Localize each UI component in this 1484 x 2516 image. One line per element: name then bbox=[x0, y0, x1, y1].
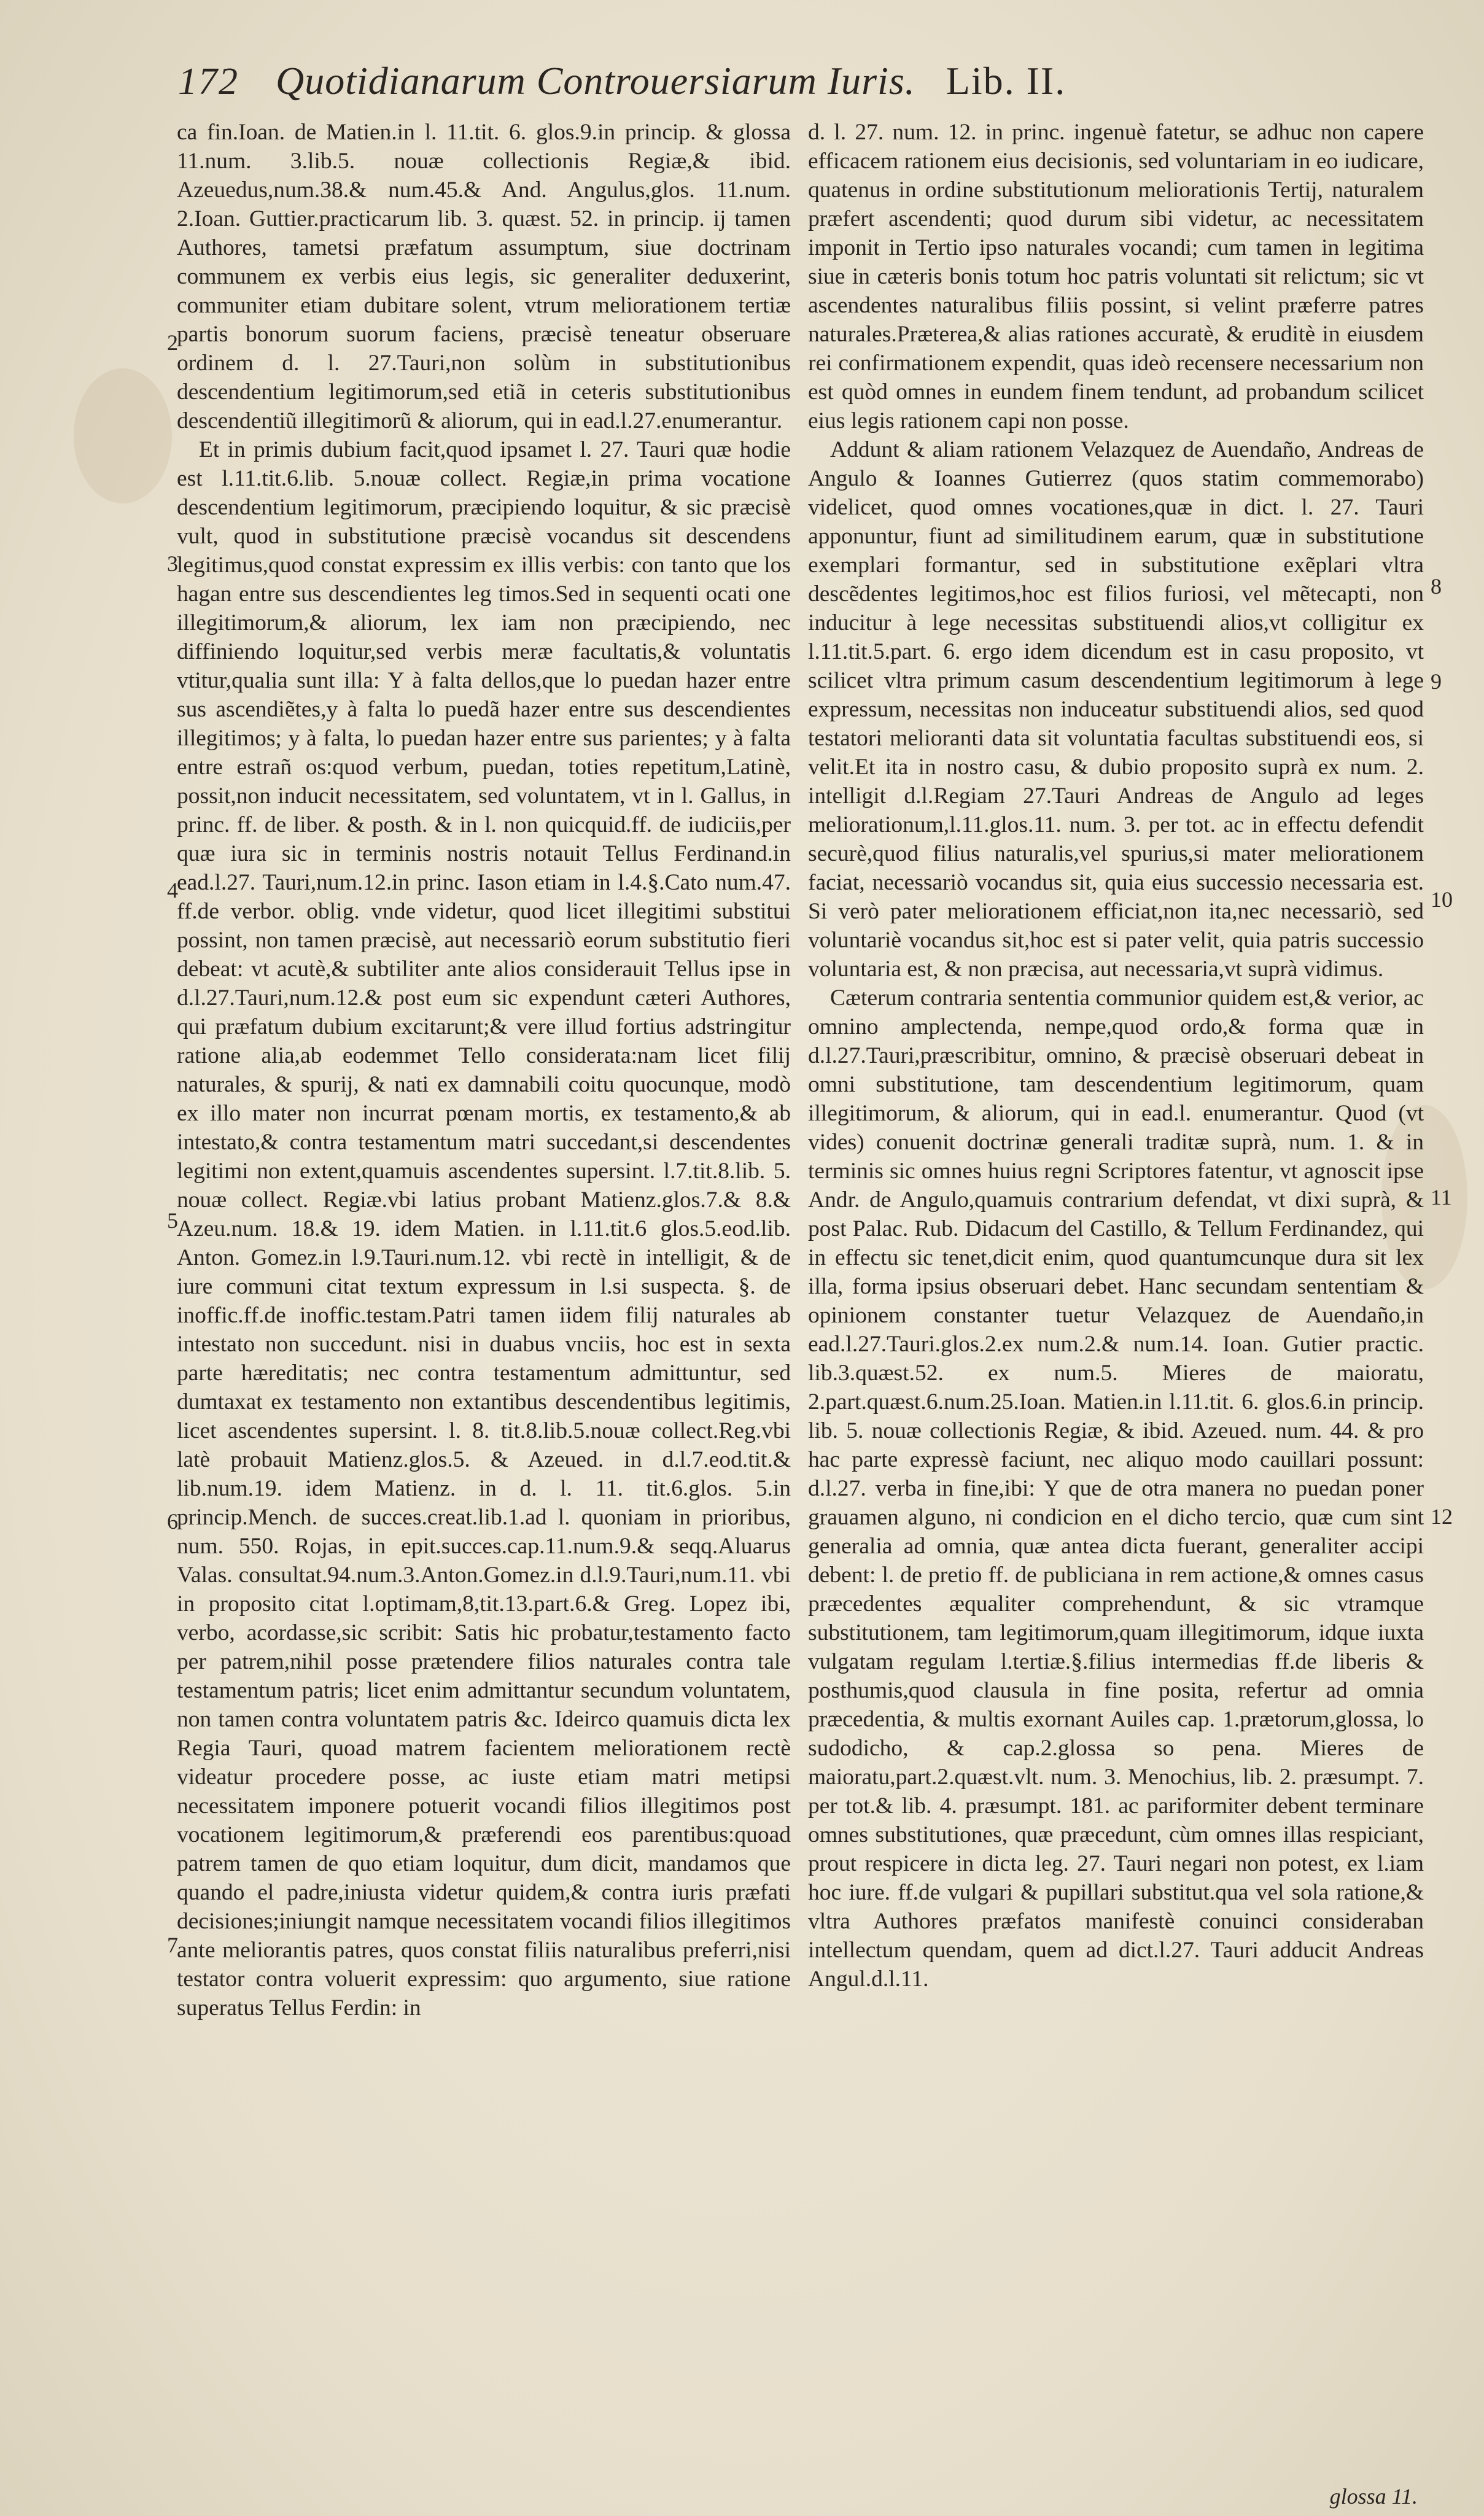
paragraph: d. l. 27. num. 12. in princ. ingenuè fatetur, se adhuc non capere efficacem rationem eius decisionis, sed voluntariam in eo iudicare, quatenus in ordine substitutionum meliorationis Tertij, naturalem præfert ascendenti; quod durum sibi videtur, ac necessitatem imponit in Tertio ipso naturales vocandi; cum tamen in legitima siue in cæteris bonis totum hoc patris voluntati sit relictum; sic vt ascendentes naturalibus filiis possint, si velint præferre patres naturales.Præterea,& alias rationes accuratè, & eruditè in eiusdem rei confirmationem expendit, quas ideò recensere necessarium non est quòd omnes in eundem finem tendunt, ad probandum scilicet eius legis rationem capi non posse. bbox=[808, 120, 1424, 433]
margin-number: 2 bbox=[167, 330, 178, 355]
book-label: Lib. II. bbox=[946, 59, 1066, 103]
margin-number: 9 bbox=[1431, 669, 1442, 694]
margin-number: 12 bbox=[1431, 1504, 1453, 1529]
margin-number: 10 bbox=[1431, 887, 1453, 912]
paragraph: Cæterum contraria sententia communior quidem est,& verior, ac omnino amplectenda, nempe,quod ordo,& forma quæ in d.l.27.Tauri,præscribitur, omnino, & præcisè obseruari debeat in omni substitutione, tam descendentium legitimorum, quam illegitimorum, & aliorum, qui in ead.l. enumerantur. Quod (vt vides) conuenit doctrinæ generali traditæ suprà, num. 1. & in terminis sic omnes huius regni Scriptores fatentur, vt agnoscit ipse Andr. de Angulo,quamuis contrarium defendat, vt dixi suprà, & post Palac. Rub. Didacum del Castillo, & Tellum Ferdinandez, qui in effectu sic tenet,dicit enim, quod quantumcunque dura sit lex illa, forma ipsius obseruari debet. Hanc secundam sententiam & opinionem constanter tuetur Velazquez de Auendaño,in ead.l.27.Tauri.glos.2.ex num.2.& num.14. Ioan. Gutier practic. lib.3.quæst.52. ex num.5. Mieres de maioratu, 2.part.quæst.6.num.25.Ioan. Matien.in l.11.tit. 6. glos.6.in princip. lib. 5. nouæ collectionis Regiæ, & ibid. Azeued. num. 44. & pro hac parte expressè faciunt, nec aliquo modo cauillari possunt: d.l.27. verba in fine,ibi: Y que de otra manera no puedan poner grauamen alguno, ni condicion en el dicho tercio, quæ cum sint generalia ad omnia, quæ antea dicta fuerant, generaliter accipi debent: l. de pretio ff. de publiciana in rem actione,& omnes casus præcedentes æqualiter comprehendunt, & sic vtramque substitutionem, tam legitimorum,quam illegitimorum, idque iuxta vulgatam regulam l.tertiæ.§.filius intermedias ff.de liberis & posthumis,quod clausula in fine posita, refertur ad omnia præcedentia, & multis exornant Auiles cap. 1.prætorum,glossa, lo sudodicho, & cap.2.glossa so pena. Mieres de maioratu,part.2.quæst.vlt. num. 3. Menochius, lib. 2. præsumpt. 7. per tot.& lib. 4. præsumpt. 181. ac pariformiter debent terminare omnes substitutiones, quæ præcedunt, cùm omnes illas respiciant, prout respicere in dicta leg. 27. Tauri negari non potest, ex l.iam hoc iure. ff.de vulgari & pupillari substitut.qua vel sola ratione,& vltra Authores præfatos manifestè conuinci consideraban intellectum quendam, quem ad dict.l.27. Tauri adducit Andreas Angul.d.l.11. bbox=[808, 985, 1424, 1992]
margin-number: 6 bbox=[167, 1509, 178, 1534]
left-column bbox=[177, 118, 791, 2022]
paragraph: ca fin.Ioan. de Matien.in l. 11.tit. 6. glos.9.in princip. & glossa 11.num. 3.lib.5. nouæ collectionis Regiæ,& ibid. Azeuedus,num.38.& num.45.& And. Angulus,glos. 11.num. 2.Ioan. Guttier.practicarum lib. 3. quæst. 52. in princip. ij tamen Authores, tametsi præfatum assumptum, siue doctrinam communem ex verbis eius legis, sic generaliter deduxerint, communiter etiam dubitare solent, vtrum meliorationem tertiæ partis bonorum suorum faciens, præcisè teneatur obseruare ordinem d. l. 27.Tauri,non solùm in substitutionibus descendentium legitimorum,sed etiã in ceteris substitutionibus descendentiũ illegitimorũ & aliorum, qui in ead.l.27.enumerantur. bbox=[177, 120, 791, 433]
paper-stain bbox=[74, 368, 172, 503]
margin-number: 11 bbox=[1431, 1185, 1452, 1209]
paragraph: Addunt & aliam rationem Velazquez de Auendaño, Andreas de Angulo & Ioannes Gutierrez (quos statim commemorabo) videlicet, quod omnes vocationes,quæ in dict. l. 27. Tauri apponuntur, fiunt ad similitudinem earum, quæ in substitutione exemplari formantur, sed in substitutione exẽplari vltra descẽdentes legitimos,hoc est filios furiosi, vel mẽtecapti, non inducitur à lege necessitas substituendi alios,vt colligitur ex l.11.tit.5.part. 6. ergo idem dicendum est in casu proposito, vt scilicet vltra primum casum descendentium legitimorum à lege expressum, necessitas non induceatur substituendi alios, sed quod testatori melioranti data sit voluntatia facultas substituendi eos, si velit.Et ita in nostro casu, & dubio proposito suprà ex num. 2. intelligit d.l.Regiam 27.Tauri Andreas de Angulo ad leges meliorationum,l.11.glos.11. num. 3. per tot. ac in effectu defendit securè,quod filius naturalis,vel spurius,si mater meliorationem faciat, necessariò vocandus sit, quia eius successio necessaria est. Si verò pater meliorationem efficiat,non ita,nec necessariò, sed voluntariè vocandus sit,hoc est si pater velit, quia patris successio voluntaria est, & non præcisa, aut necessaria,vt suprà vidimus. bbox=[808, 437, 1424, 982]
paragraph: Et in primis dubium facit,quod ipsamet l. 27. Tauri quæ hodie est l.11.tit.6.lib. 5.nouæ collect. Regiæ,in prima vocatione descendentium legitimorum, præcipiendo loquitur, & sic præcisè vult, quod in substitutione præcisè vocandus sit descendens legitimus,quod constat expressim ex illis verbis: con tanto que los hagan entre sus descendientes leg timos.Sed in sequenti ocati one illegitimorum,& aliorum, lex iam non præcipiendo, nec diffiniendo loquitur,sed verbis meræ facultatis,& voluntatis vtitur,qualia sunt illa: Y à falta dellos,que lo puedan hazer entre sus ascendiẽtes,y à falta lo puedã hazer entre sus descendientes illegitimos; y à falta, lo puedan hazer entre sus parientes; y à falta entre estrañ os:quod verbum, puedan, toties repetitum,Latinè, possit,non inducit necessitatem, sed voluntatem, vt in l. Gallus, in princ. ff. de liber. & posth. & in l. non quicquid.ff. de iudiciis,per quæ iura sic in terminis nostris notauit Tellus Ferdinand.in ead.l.27. Tauri,num.12.in princ. Iason etiam in l.4.§.Cato num.47. ff.de verbor. oblig. vnde videtur, quod licet illegitimi substitui possint, non tamen præcisè, aut necessariò eorum substitutio fieri debeat: vt acutè,& subtiliter ante alios considerauit Tellus ipse in d.l.27.Tauri,num.12.& post eum sic expendunt cæteri Authores, qui præfatum dubium excitarunt;& vere illud fortius adstringitur ratione alia,ab eodemmet Tello considerata:nam licet filij naturales, & spurij, & nati ex damnabili coitu quocunque, modò ex illo mater non incurrat pœnam mortis, ex testamento,& ab intestato,& contra testamentum matri succedant,si descendentes legitimi non extent,quamuis ascendentes supersint. l.7.tit.8.lib. 5. nouæ collect. Regiæ.vbi latius probant Matienz.glos.7.& 8.& Azeu.num. 18.& 19. idem Matien. in l.11.tit.6 glos.5.eod.lib. Anton. Gomez.in l.9.Tauri.num.12. vbi rectè in intelligit, & de iure communi citat textum expressum in l.si suspecta. §. de inoffic.ff.de inoffic.testam.Patri tamen iidem filij naturales ab intestato non succedunt. nisi in duabus vnciis, hoc est in sexta parte hæreditatis; nec contra testamentum admittuntur, sed dumtaxat ex testamento non extantibus descendentibus legitimis, licet ascendentes supersint. l. 8. tit.8.lib.5.nouæ collect.Reg.vbi latè probauit Matienz.glos.5. & Azeued. in d.l.7.eod.tit.& lib.num.19. idem Matienz. in d. l. 11. tit.6.glos. 5.in princip.Mench. de succes.creat.lib.1.ad l. quoniam in prioribus, num. 550. Rojas, in epit.succes.cap.11.num.9.& seqq.Aluarus Valas. consultat.94.num.3.Anton.Gomez.in d.l.9.Tauri,num.11. vbi in proposito citat l.optimam,8,tit.13.part.6.& Greg. Lopez ibi, verbo, acordasse,sic scribit: Satis hic probatur,testamento facto per patrem,nihil posse prætendere filios naturales contra tale testamentum patris; licet enim admittantur secundum voluntatem, non tamen contra voluntatem patris &c. Ideirco quamuis dicta lex Regia Tauri, quoad matrem facientem meliorationem rectè videatur procedere posse, ac iuste etiam matri metipsi necessitatem imponere potuerit vocandi filios illegitimos post vocationem legitimorum,& præferendi eos parentibus:quoad patrem tamen de quo etiam loquitur, dum dicit, mandamos que quando el padre,iniusta videtur quidem,& contra iuris præfati decisiones;iniungit namque necessitatem vocandi filios illegitimos ante meliorantis patres, quos constat filiis naturalibus preferri,nisi testator contra voluerit expressim: quo argumento, siue ratione superatus Tellus Ferdin: in bbox=[177, 437, 791, 2021]
running-title: Quotidianarum Controuersiarum Iuris. bbox=[276, 59, 915, 103]
margin-number: 4 bbox=[167, 878, 178, 903]
catchword: glossa 11. bbox=[1329, 2484, 1418, 2509]
margin-number: 3 bbox=[167, 551, 178, 576]
margin-number: 7 bbox=[167, 1933, 178, 1957]
margin-number: 8 bbox=[1431, 574, 1442, 599]
running-header bbox=[178, 58, 1210, 114]
margin-number: 5 bbox=[167, 1208, 178, 1233]
page-number: 172 bbox=[178, 61, 239, 103]
right-column bbox=[808, 118, 1424, 1994]
